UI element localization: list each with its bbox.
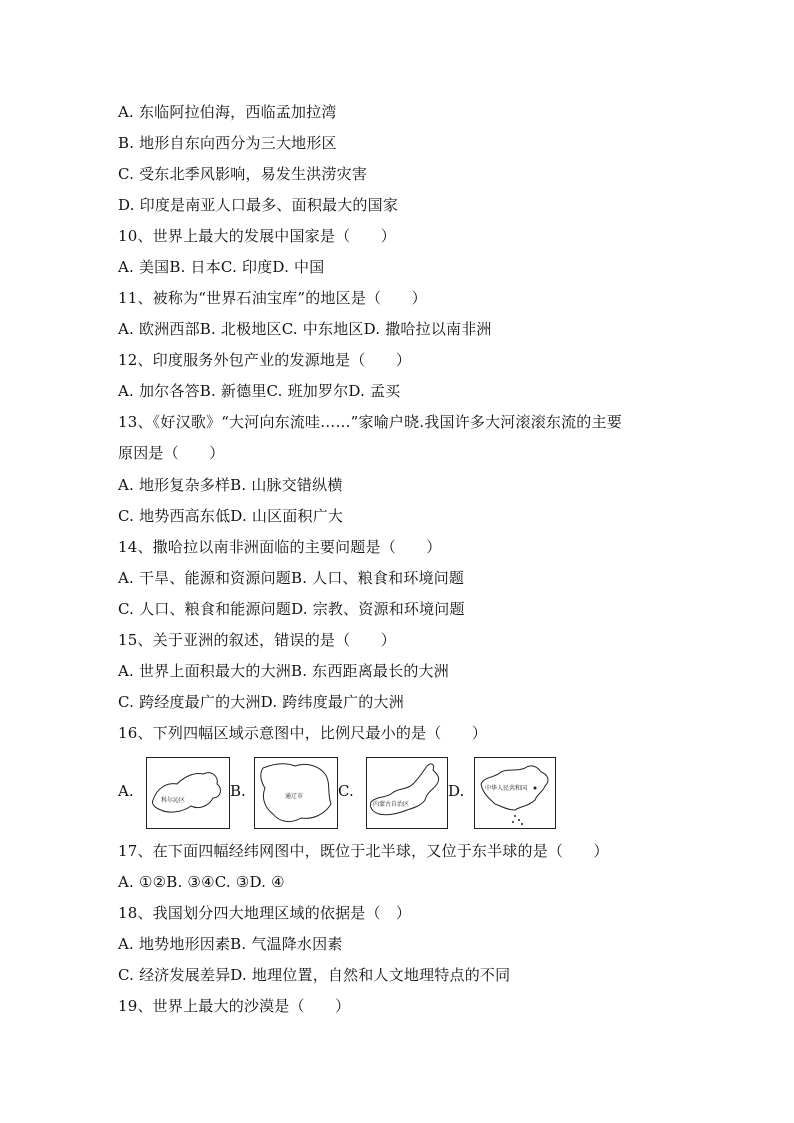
- map-d-china: [474, 757, 556, 829]
- map-a-korqin: [146, 757, 230, 829]
- options-10: A. 美国B. 日本C. 印度D. 中国: [118, 258, 325, 276]
- question-13-cont: 原因是（ ）: [118, 444, 225, 462]
- options-11: A. 欧洲西部B. 北极地区C. 中东地区D. 撒哈拉以南非洲: [118, 320, 492, 338]
- options-15-cd: C. 跨经度最广的大洲D. 跨纬度最广的大洲: [118, 693, 404, 711]
- map-option-a-label: A.: [118, 782, 134, 800]
- option-9a: A. 东临阿拉伯海，西临孟加拉湾: [118, 103, 337, 121]
- map-a-shape: [147, 758, 229, 828]
- options-18-cd: C. 经济发展差异D. 地理位置，自然和人文地理特点的不同: [118, 966, 511, 984]
- options-15-ab: A. 世界上面积最大的大洲B. 东西距离最长的大洲: [118, 662, 449, 680]
- options-18-ab: A. 地势地形因素B. 气温降水因素: [118, 935, 343, 953]
- map-d-text: 中华人民共和国: [485, 785, 528, 792]
- question-11: 11、被称为“世界石油宝库”的地区是（ ）: [118, 289, 427, 307]
- question-14: 14、撒哈拉以南非洲面临的主要问题是（ ）: [118, 538, 442, 556]
- options-17: A. ①②B. ③④C. ③D. ④: [118, 873, 285, 891]
- map-b-text: 通辽市: [285, 793, 304, 800]
- option-9b: B. 地形自东向西分为三大地形区: [118, 134, 337, 152]
- map-c-text: 内蒙古自治区: [373, 801, 410, 808]
- question-10: 10、世界上最大的发展中国家是（ ）: [118, 227, 396, 245]
- options-14-cd: C. 人口、粮食和能源问题D. 宗教、资源和环境问题: [118, 600, 465, 618]
- question-13: 13、《好汉歌》“大河向东流哇……”家喻户晓.我国许多大河滚滚东流的主要: [118, 413, 622, 431]
- option-9d: D. 印度是南亚人口最多、面积最大的国家: [118, 196, 399, 214]
- question-15: 15、关于亚洲的叙述，错误的是（ ）: [118, 631, 396, 649]
- map-option-c-label: C.: [338, 782, 354, 800]
- options-13-ab: A. 地形复杂多样B. 山脉交错纵横: [118, 476, 343, 494]
- map-b-tongliao: [254, 757, 338, 829]
- question-16: 16、下列四幅区域示意图中，比例尺最小的是（ ）: [118, 724, 488, 742]
- question-16-maps: [118, 757, 678, 829]
- option-9c: C. 受东北季风影响，易发生洪涝灾害: [118, 165, 368, 183]
- map-c-inner-mongolia: [366, 757, 448, 829]
- map-d-shape: [475, 758, 555, 828]
- map-option-b-label: B.: [230, 782, 246, 800]
- question-19: 19、世界上最大的沙漠是（ ）: [118, 997, 351, 1015]
- options-14-ab: A. 干旱、能源和资源问题B. 人口、粮食和环境问题: [118, 569, 465, 587]
- map-option-d-label: D.: [448, 782, 465, 800]
- map-c-shape: [367, 758, 447, 828]
- options-12: A. 加尔各答B. 新德里C. 班加罗尔D. 孟买: [118, 382, 401, 400]
- question-17: 17、在下面四幅经纬网图中，既位于北半球，又位于东半球的是（ ）: [118, 842, 609, 860]
- map-b-shape: [255, 758, 337, 828]
- options-13-cd: C. 地势西高东低D. 山区面积广大: [118, 507, 344, 525]
- question-18: 18、我国划分四大地理区域的依据是（ ）: [118, 904, 412, 922]
- map-a-text: 科尔沁区: [161, 797, 186, 804]
- question-12: 12、印度服务外包产业的发源地是（ ）: [118, 351, 412, 369]
